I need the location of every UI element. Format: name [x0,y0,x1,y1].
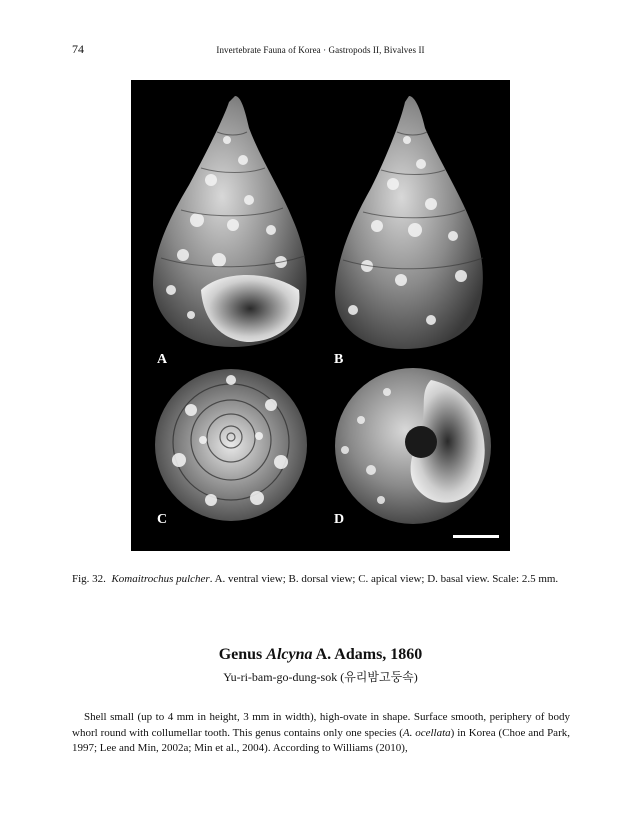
shell-figure [131,80,510,551]
panel-label-a: A [157,352,168,367]
panel-label-d: D [334,512,345,527]
shell-ventral-view [153,96,307,347]
running-header: Invertebrate Fauna of Korea · Gastropods II, Bivalves II [216,45,425,55]
caption-label: Fig. 32. [72,573,106,585]
genus-name: Alcyna [266,646,313,663]
shell-dorsal-view [335,96,483,349]
paragraph-end: ) in Korea (Choe and Park, 1997; Lee and Min, 2002a; Min et al., 2004). According to Williams (2010), [72,726,570,754]
caption-text: . A. ventral view; B. dorsal view; C. apical view; D. basal view. Scale: 2.5 mm. [209,573,559,585]
page-number: 74 [72,42,84,56]
panel-label-b: B [334,352,344,367]
shell-apical-view [155,369,307,521]
body-paragraph [72,710,570,757]
figure-caption [72,572,570,587]
genus-author: A. Adams, 1860 [312,646,423,663]
paragraph-species: A. ocellata [402,726,451,739]
panel-label-c: C [157,512,168,527]
shell-photographs [131,80,510,551]
caption-species: Komaitrochus pulcher [111,573,210,585]
genus-heading [0,646,641,664]
shell-basal-view [335,368,491,524]
scale-bar [453,535,499,538]
paragraph-start: Shell small (up to 4 mm in height, 3 mm in width), high-ovate in shape. Surface smooth, periphery of body whorl round with collumellar tooth. This genus contains only one species ( [72,711,570,739]
genus-korean-name: Yu-ri-bam-go-dung-sok (유리밤고둥속) [223,670,418,684]
genus-prefix: Genus [218,646,267,663]
